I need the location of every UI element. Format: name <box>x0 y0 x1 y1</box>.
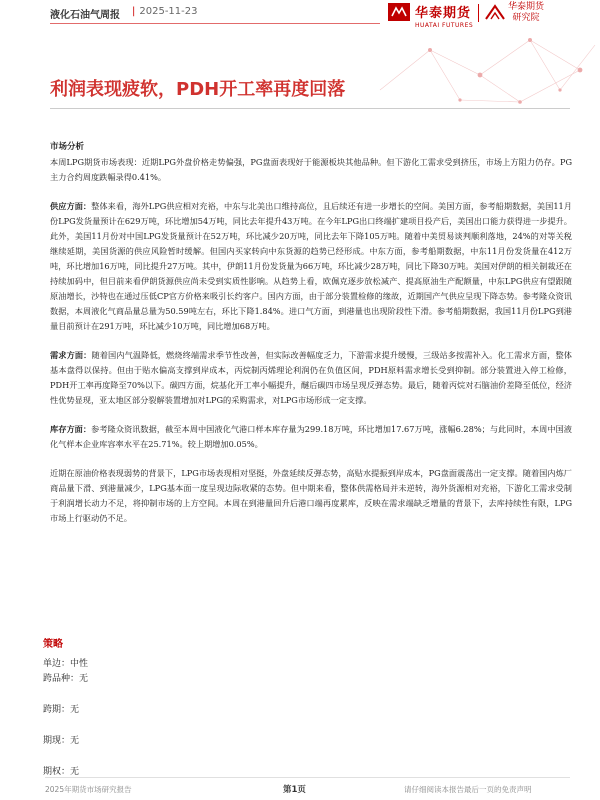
strategy-item-options <box>43 764 79 777</box>
strategy-value: 无 <box>70 705 80 715</box>
huatai-futures-logo <box>415 2 473 29</box>
supply-text: 整体来看，海外LPG供应相对充裕，中东与北美出口维持高位，且后续还有进一步增长的空间。美国方面，参考船期数据，美国11月份LPG发货量预计在629万吨，环比增加54万吨，同比去年提升43万吨。在今年LPG出口终端扩建项目投产后，美国出口能力获得进一步提升。此外，美国11月份对中国LPG发货量预计在52万吨，环比减少20万吨，同比去年下降105万吨。随着中美贸易谈判顺利落地，24%的对等关税继续延期，美国货源的供应风险暂时缓解。但国内买家转向中东货源的趋势已经形成。中东方面，参考船期数据，中东11月份发货量在412万吨，环比增加16万吨，同比提升27万吨。其中，伊朗11月份发货量为66万吨，环比减少28万吨，同比下降30万吨。美国对伊朗的相关制裁还在持续加码中，但目前来看伊朗货源供应尚未受到实质性影响。从趋势上看，欧佩克逐步放松减产、提高原油生产配额量，中东LPG供应有望跟随原油增长，沙特也在通过压低CP官方价格来吸引长约客户。国内方面，由于部分装置检修的缘故，近期国产气供应呈现下降态势。参考隆众资讯数据，本周液化气商品量总量为50.59吨左右，环比下降1.84%。进口气方面，到港量也出现阶段性下滑。参考船期数据，我国11月份LPG到港量目前预计在291万吨，环比减少10万吨，同比增加68万吨。 <box>50 201 572 331</box>
strategy-label: 跨品种： <box>43 674 80 684</box>
footer-disclaimer-note: 请仔细阅读本报告最后一页的免责声明 <box>404 785 532 794</box>
page-title: 利润表现疲软，PDH开工率再度回落 <box>50 79 346 100</box>
market-intro-paragraph: 本周LPG期货市场表现：近期LPG外盘价格走势偏强，PG盘面表现好于能源板块其他品种。但下游化工需求受到挤压，市场上方阻力仍存。PG主力合约周度跌幅录得0.41%。 <box>50 157 572 182</box>
supply-paragraph <box>50 199 572 334</box>
inventory-text: 参考隆众资讯数据，截至本周中国液化气港口样本库存量为299.18万吨，环比增加17.67万吨，涨幅6.28%；与此同时，本周中国液化气样本企业库容率水平在25.71%。较上期增加0.05%。 <box>50 424 572 449</box>
footer-rule <box>45 777 570 778</box>
logo-en-text: HUATAI FUTURES <box>415 22 474 29</box>
page-header <box>0 0 600 30</box>
header-rule <box>50 23 380 24</box>
supply-label: 供应方面： <box>50 201 92 211</box>
summary-paragraph: 近期在原油价格表现弱势的背景下，LPG市场表现相对坚挺，外盘延续反弹态势，高贴水提振到岸成本，PG盘面震荡出一定支撑。随着国内炼厂商品量下滑、到港量减少，LPG基本面一度呈现边际收紧的态势。但中期来看，整体供需格局并未逆转，海外货源相对充裕，下游化工需求受制于利润增长动力不足，将抑制市场的上方空间。本周在到港量回升后港口端再度累库，反映在需求端缺乏增量的背景下，去库持续性有限，LPG市场上行驱动仍不足。 <box>50 468 572 523</box>
strategy-value: 无 <box>70 767 80 777</box>
strategy-label: 单边： <box>43 659 71 669</box>
footer-report-series: 2025年期货市场研究报告 <box>45 785 132 794</box>
logo2-line2: 研究院 <box>512 13 540 23</box>
inventory-label: 库存方面： <box>50 424 92 434</box>
title-rule <box>50 108 570 109</box>
market-analysis-heading: 市场分析 <box>50 142 85 152</box>
report-date: 2025-11-23 <box>139 6 198 17</box>
report-date-wrap <box>128 6 198 17</box>
inventory-paragraph <box>50 422 572 452</box>
demand-text: 随着国内气温降低，燃烧终端需求季节性改善，但实际改善幅度乏力，下游需求提升缓慢，三级站多按需补入。化工需求方面，整体基本盘得以保持。但由于贴水偏高支撑到岸成本，丙烷制丙烯理论利润仍在负值区间，PDH原料需求增长受到抑制。部分装置进入停工检修，PDH开工率再度降至70%以下。碳四方面，烷基化开工率小幅提升，醚后碳四市场呈现反弹态势。最后，随着丙烷对石脑油价差降至低位，经济性优势显现，亚太地区部分裂解装置增加对LPG的采购需求，对LPG市场形成一定支撑。 <box>50 350 572 405</box>
strategy-item-cross-variety <box>43 671 88 684</box>
header-separator: | <box>132 6 136 17</box>
strategy-label: 期权： <box>43 767 71 777</box>
strategy-value: 无 <box>70 736 80 746</box>
logo2-line1: 华泰期货 <box>508 2 545 12</box>
strategy-item-basis <box>43 733 79 746</box>
demand-paragraph <box>50 348 572 408</box>
demand-label: 需求方面： <box>50 350 92 360</box>
strategy-value: 中性 <box>70 659 89 669</box>
market-analysis-section <box>50 140 572 526</box>
strategy-item-calendar-spread <box>43 702 79 715</box>
logo-cn-text: 华泰期货 <box>415 6 472 21</box>
strategy-value: 无 <box>79 674 89 684</box>
strategy-heading: 策略 <box>43 639 63 650</box>
research-institute-logo-icon <box>484 3 506 21</box>
footer-page-number: 第1页 <box>283 785 306 795</box>
strategy-label: 跨期： <box>43 705 71 715</box>
report-name: 液化石油气周报 <box>50 10 120 21</box>
huatai-logo-icon <box>388 3 410 21</box>
strategy-item-unilateral <box>43 656 88 669</box>
strategy-label: 期现： <box>43 736 71 746</box>
logo-divider <box>478 4 479 22</box>
research-institute-logo <box>508 2 544 24</box>
decorative-network-pattern <box>360 30 600 110</box>
